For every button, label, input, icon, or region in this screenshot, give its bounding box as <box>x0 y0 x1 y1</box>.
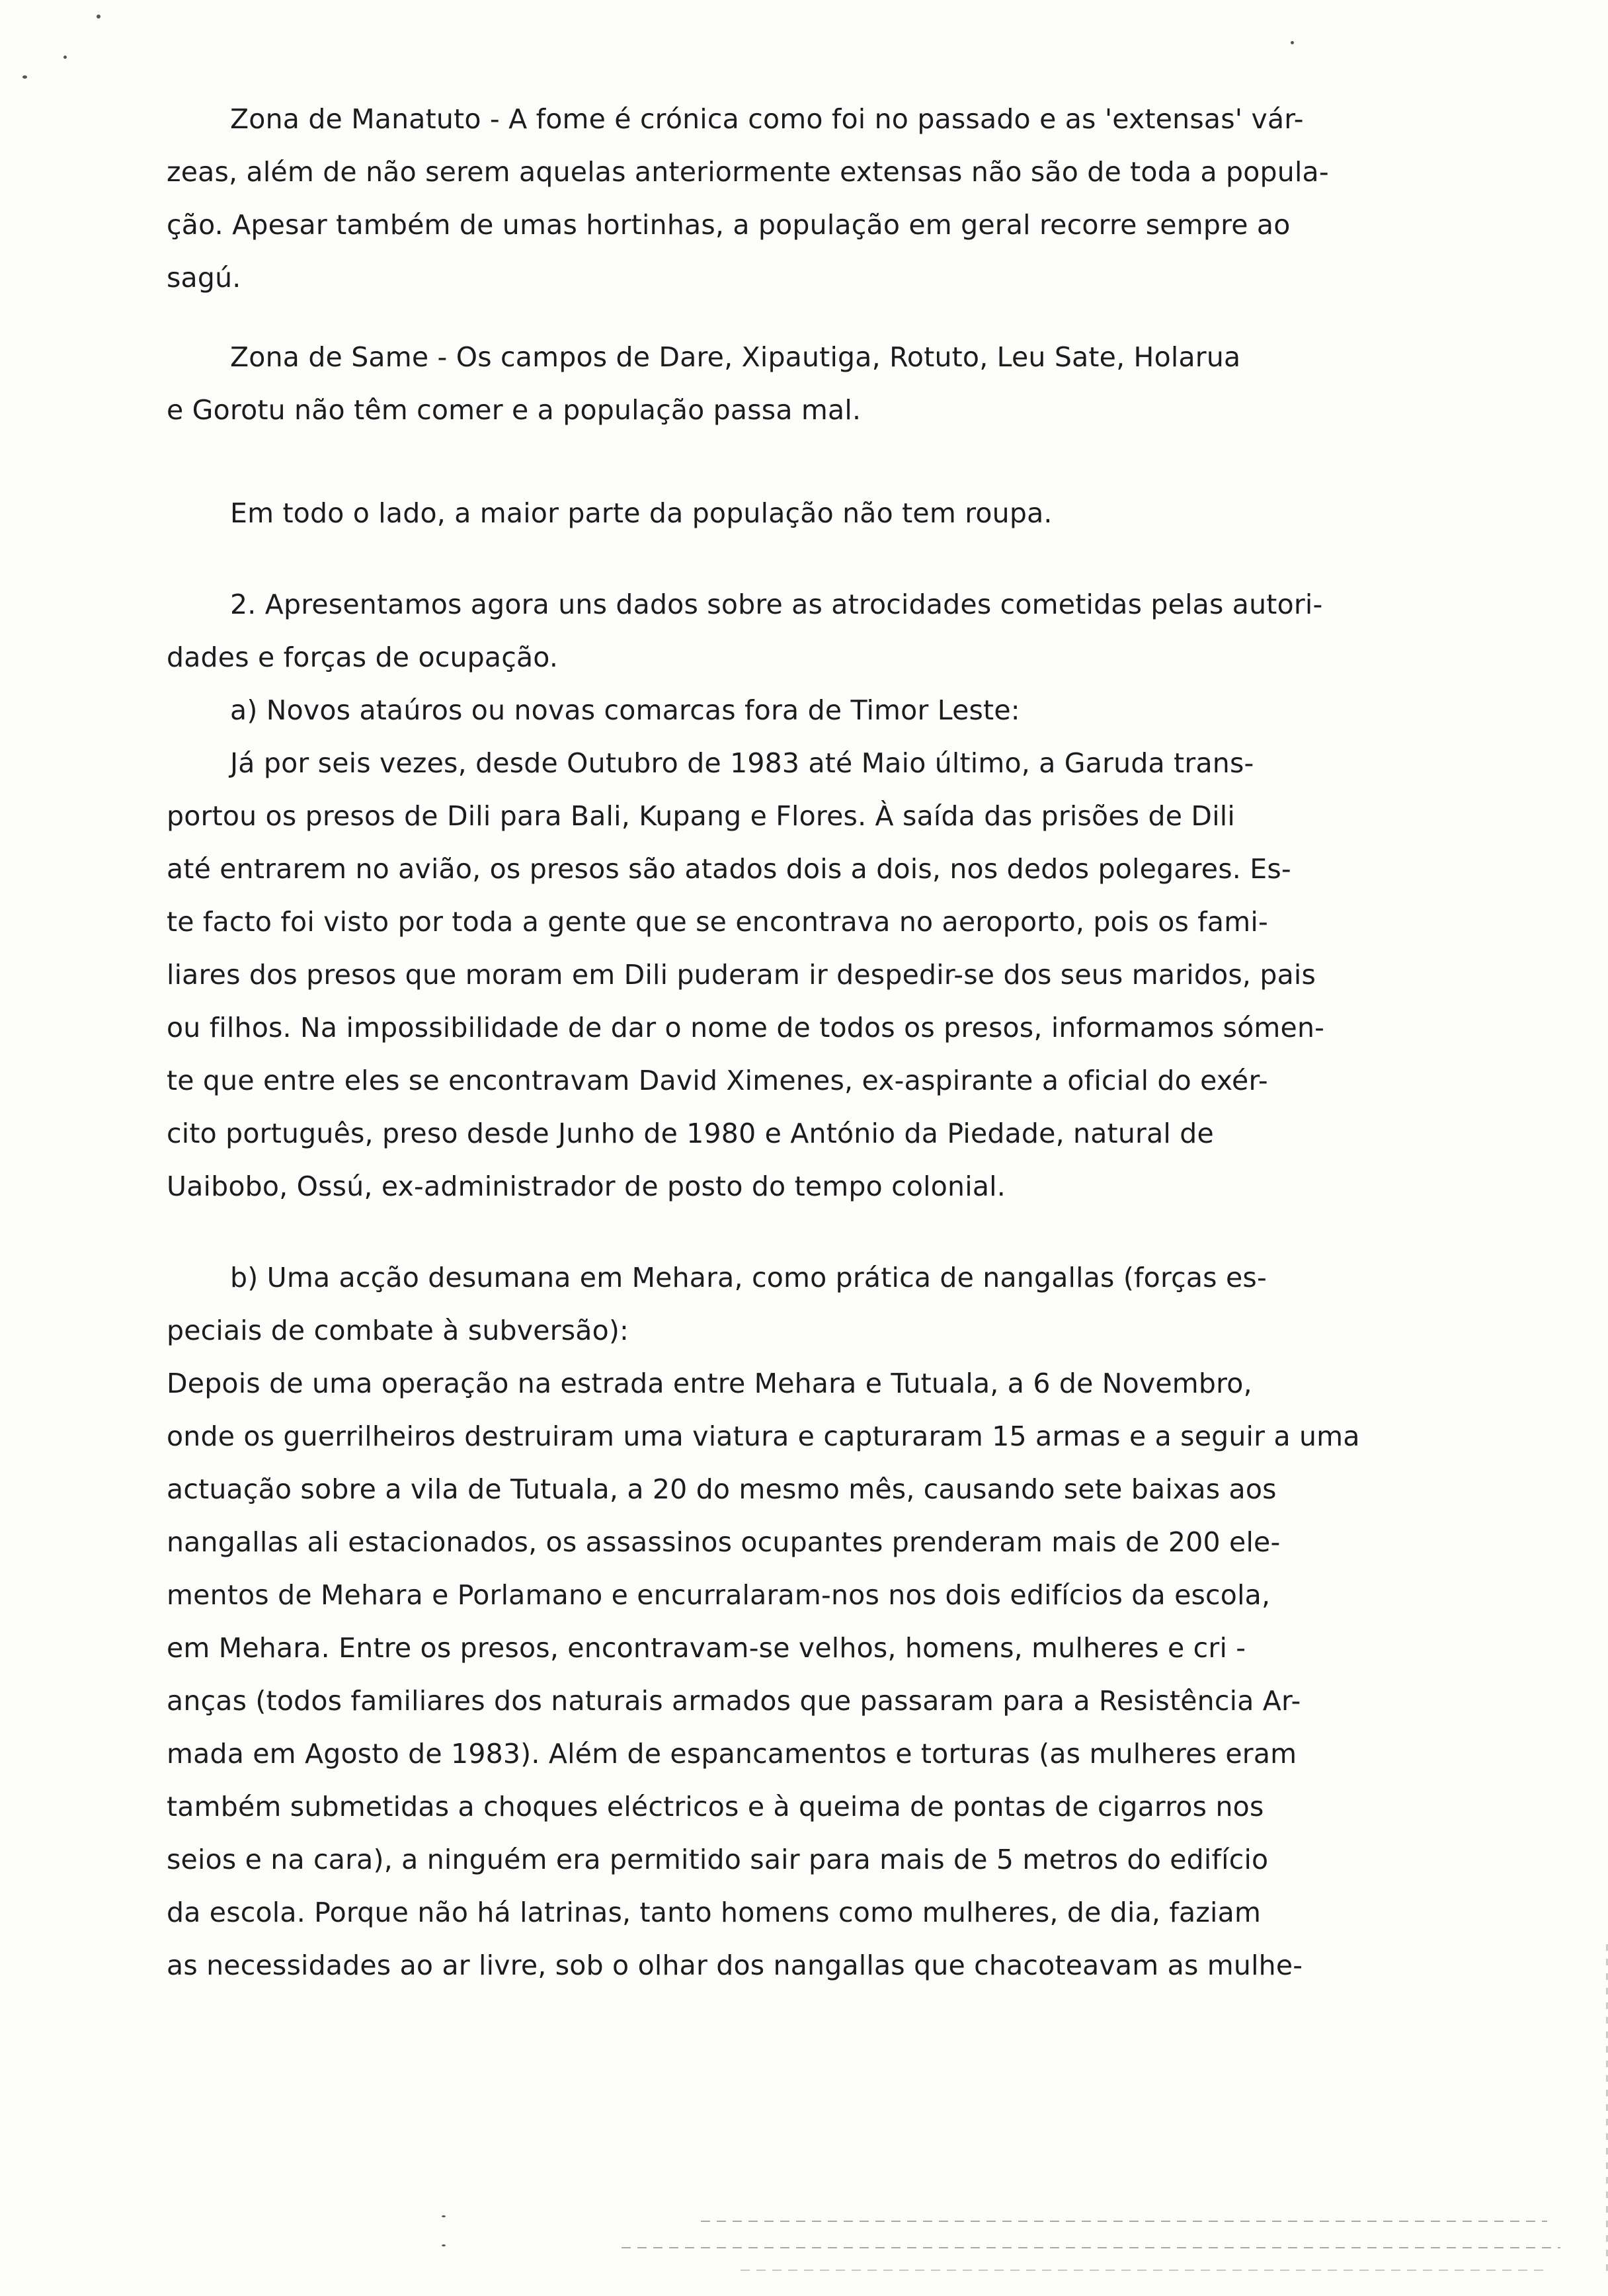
section-2-heading-line-2: dades e forças de ocupação. <box>167 641 559 673</box>
paragraph-b-line-12: as necessidades ao ar livre, sob o olhar dos nangallas que chacoteavam as mulhe- <box>167 1949 1303 1981</box>
document-body <box>167 93 1383 1992</box>
paragraph-manatuto-line-2: zeas, além de não serem aquelas anteriormente extensas não são de toda a popula- <box>167 156 1329 188</box>
paragraph-b-line-3: actuação sobre a vila de Tutuala, a 20 do mesmo mês, causando sete baixas aos <box>167 1473 1277 1505</box>
paragraph-a-line-5: liares dos presos que moram em Dili puderam ir despedir-se dos seus maridos, pais <box>167 959 1316 991</box>
scan-speck <box>63 56 67 59</box>
paragraph-b-line-10: seios e na cara), a ninguém era permitido sair para mais de 5 metros do edifício <box>167 1844 1269 1875</box>
section-2-heading-line-1: 2. Apresentamos agora uns dados sobre as atrocidades cometidas pelas autori- <box>230 589 1323 620</box>
subsection-b-heading-line-1: b) Uma acção desumana em Mehara, como prática de nangallas (forças es- <box>230 1262 1267 1293</box>
paragraph-b-line-9: também submetidas a choques eléctricos e à queima de pontas de cigarros nos <box>167 1791 1264 1823</box>
paragraph-b-line-4: nangallas ali estacionados, os assassinos ocupantes prenderam mais de 200 ele- <box>167 1526 1281 1558</box>
paragraph-b-line-2: onde os guerrilheiros destruiram uma viatura e capturaram 15 armas e a seguir a uma <box>167 1420 1360 1452</box>
paragraph-a-line-8: cito português, preso desde Junho de 1980 e António da Piedade, natural de <box>167 1118 1214 1149</box>
paragraph-manatuto-line-3: ção. Apesar também de umas hortinhas, a população em geral recorre sempre ao <box>167 209 1291 241</box>
paragraph-b-line-6: em Mehara. Entre os presos, encontravam-se velhos, homens, mulheres e cri - <box>167 1632 1246 1664</box>
scan-artifact-line <box>741 2270 1547 2271</box>
subsection-b-heading-line-2: peciais de combate à subversão): <box>167 1315 629 1346</box>
paragraph-a-line-4: te facto foi visto por toda a gente que se encontrava no aeroporto, pois os fami- <box>167 906 1268 938</box>
paragraph-a-line-6: ou filhos. Na impossibilidade de dar o nome de todos os presos, informamos sómen- <box>167 1012 1325 1044</box>
paragraph-same-line-1: Zona de Same - Os campos de Dare, Xipautiga, Rotuto, Leu Sate, Holarua <box>230 341 1241 373</box>
scan-speck <box>1291 41 1294 44</box>
scan-artifact-line <box>622 2247 1560 2248</box>
paragraph-a-line-9: Uaibobo, Ossú, ex-administrador de posto do tempo colonial. <box>167 1170 1006 1202</box>
paragraph-b-line-7: anças (todos familiares dos naturais armados que passaram para a Resistência Ar- <box>167 1685 1301 1717</box>
paragraph-manatuto-line-4: sagú. <box>167 262 241 294</box>
scan-speck <box>22 75 27 79</box>
scan-speck <box>97 15 100 19</box>
paragraph-b-line-5: mentos de Mehara e Porlamano e encurralaram-nos nos dois edifícios da escola, <box>167 1579 1271 1611</box>
paragraph-same-line-2: e Gorotu não têm comer e a população passa mal. <box>167 394 862 426</box>
paragraph-clothing: Em todo o lado, a maior parte da população não tem roupa. <box>230 497 1053 529</box>
paragraph-b-line-8: mada em Agosto de 1983). Além de espancamentos e torturas (as mulheres eram <box>167 1738 1297 1770</box>
scan-speck <box>442 2244 446 2246</box>
paragraph-manatuto-line-1: Zona de Manatuto - A fome é crónica como foi no passado e as 'extensas' vár- <box>230 103 1304 135</box>
paragraph-b-line-11: da escola. Porque não há latrinas, tanto homens como mulheres, de dia, faziam <box>167 1897 1262 1928</box>
paragraph-b-line-1: Depois de uma operação na estrada entre Mehara e Tutuala, a 6 de Novembro, <box>167 1368 1252 1399</box>
scan-speck <box>442 2215 446 2217</box>
paragraph-a-line-1: Já por seis vezes, desde Outubro de 1983 até Maio último, a Garuda trans- <box>230 747 1254 779</box>
scan-artifact-line <box>701 2221 1547 2222</box>
subsection-a-heading: a) Novos ataúros ou novas comarcas fora de Timor Leste: <box>230 694 1020 726</box>
paragraph-a-line-3: até entrarem no avião, os presos são atados dois a dois, nos dedos polegares. Es- <box>167 853 1291 885</box>
paragraph-a-line-7: te que entre eles se encontravam David Ximenes, ex-aspirante a oficial do exér- <box>167 1065 1268 1096</box>
paragraph-a-line-2: portou os presos de Dili para Bali, Kupang e Flores. À saída das prisões de Dili <box>167 800 1235 832</box>
